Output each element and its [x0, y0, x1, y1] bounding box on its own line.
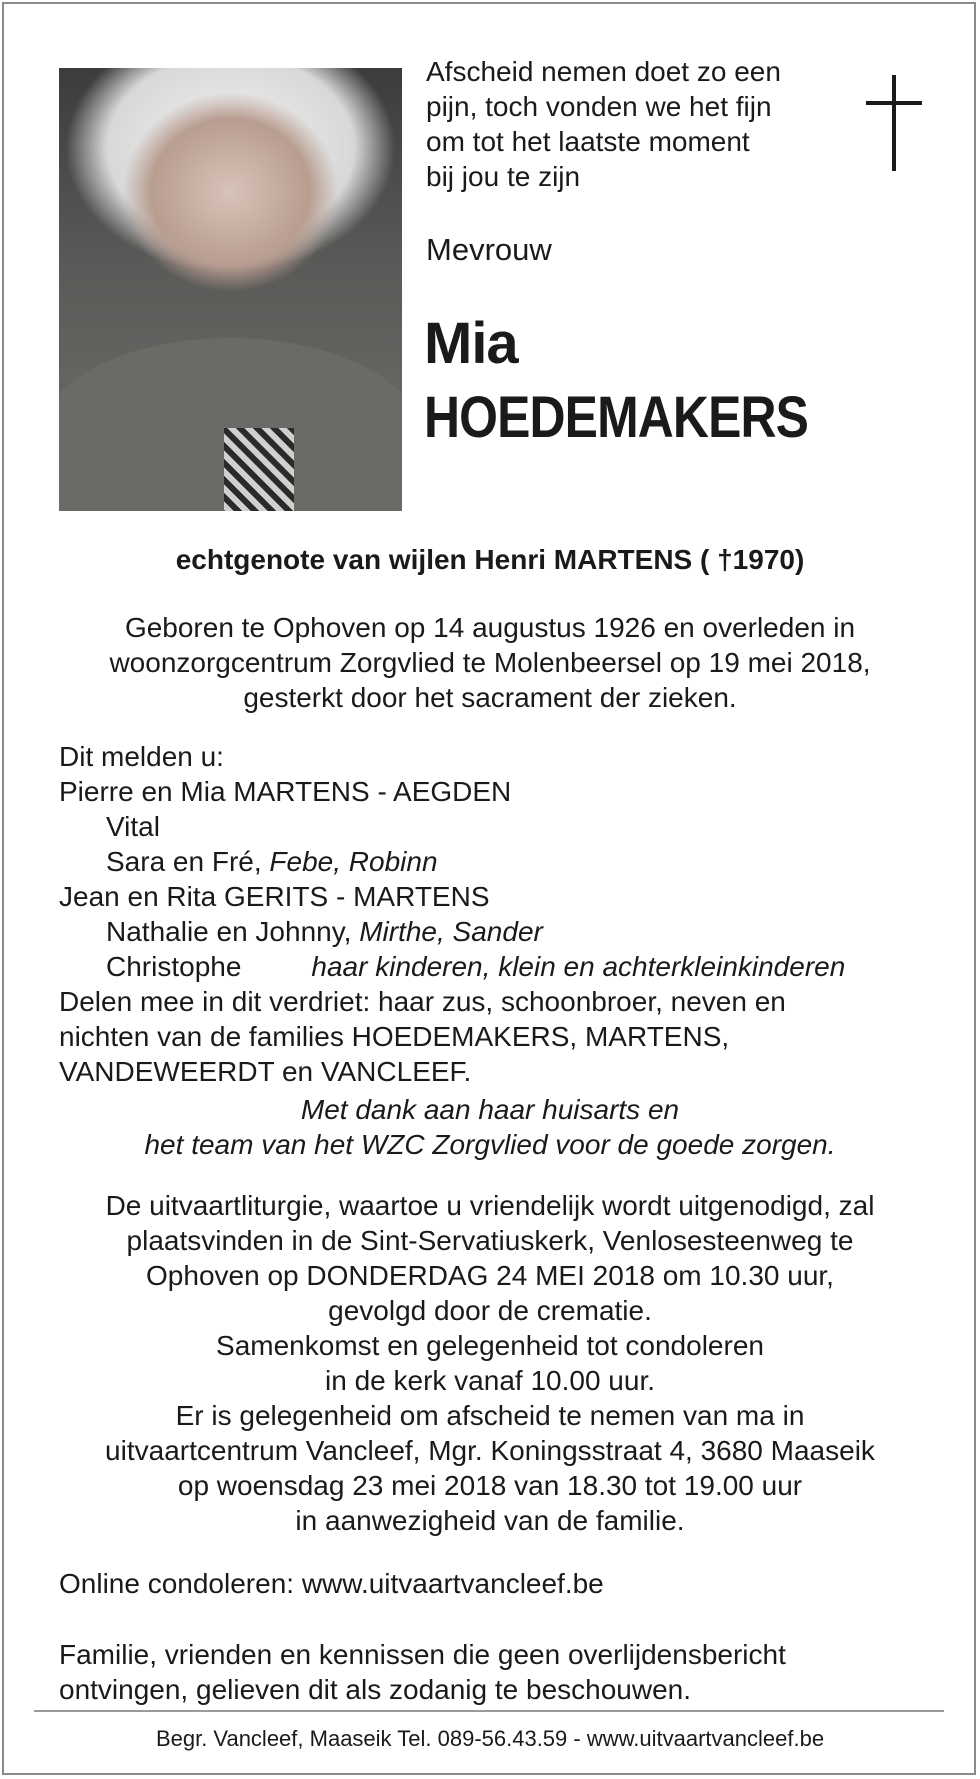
- text-line: uitvaartcentrum Vancleef, Mgr. Koningsstraat 4, 3680 Maaseik: [105, 1435, 875, 1466]
- footer-divider: [34, 1710, 944, 1712]
- grandchildren-names: Febe, Robinn: [269, 846, 438, 877]
- text-line: plaatsvinden in de Sint-Servatiuskerk, Venlosesteenweg te: [126, 1225, 854, 1256]
- announce-intro: Dit melden u:: [59, 741, 224, 772]
- text-line: nichten van de families HOEDEMAKERS, MARTENS,: [59, 1021, 730, 1052]
- poem: [426, 54, 781, 194]
- text-line: Familie, vrienden en kennissen die geen overlijdensbericht: [59, 1639, 786, 1670]
- text-line: het team van het WZC Zorgvlied voor de goede zorgen.: [144, 1129, 836, 1160]
- family-name: Christophe: [106, 951, 242, 982]
- grandchildren-names: Mirthe, Sander: [359, 916, 543, 947]
- family-line: [59, 949, 845, 984]
- text-line: in aanwezigheid van de familie.: [295, 1505, 685, 1536]
- family-line: [59, 844, 845, 879]
- funeral-paragraph: [0, 1188, 980, 1538]
- relation-note: haar kinderen, klein en achterkleinkinderen: [311, 951, 846, 982]
- portrait-photo: [59, 68, 402, 511]
- spouse-line: echtgenote van wijlen Henri MARTENS ( †1970): [175, 544, 805, 575]
- poem-line: Afscheid nemen doet zo een: [426, 56, 781, 87]
- last-name: HOEDEMAKERS: [424, 385, 809, 450]
- poem-line: bij jou te zijn: [426, 161, 581, 192]
- text-line: Geboren te Ophoven op 14 augustus 1926 en overleden in: [124, 612, 856, 643]
- text-line: De uitvaartliturgie, waartoe u vriendelijk wordt uitgenodigd, zal: [105, 1190, 875, 1221]
- text-line: Samenkomst en gelegenheid tot condoleren: [216, 1330, 764, 1361]
- poem-line: pijn, toch vonden we het fijn: [426, 91, 772, 122]
- text-line: Er is gelegenheid om afscheid te nemen van ma in: [175, 1400, 805, 1431]
- birth-death-paragraph: [0, 610, 980, 715]
- closing-paragraph: [59, 1637, 786, 1707]
- text-line: Ophoven op DONDERDAG 24 MEI 2018 om 10.30 uur,: [146, 1260, 834, 1291]
- text-line: woonzorgcentrum Zorgvlied te Molenbeersel op 19 mei 2018,: [109, 647, 871, 678]
- family-line: [59, 914, 845, 949]
- online-condolence: Online condoleren: www.uitvaartvancleef.be: [59, 1568, 604, 1599]
- announcement: [59, 739, 845, 1089]
- photo-blouse: [224, 428, 294, 511]
- text-line: Delen mee in dit verdriet: haar zus, schoonbroer, neven en: [59, 986, 786, 1017]
- text-line: gesterkt door het sacrament der zieken.: [243, 682, 737, 713]
- thanks-paragraph: [0, 1092, 980, 1162]
- family-line: Pierre en Mia MARTENS - AEGDEN: [59, 776, 512, 807]
- text-line: op woensdag 23 mei 2018 van 18.30 tot 19.00 uur: [177, 1470, 803, 1501]
- text-line: Met dank aan haar huisarts en: [300, 1094, 680, 1125]
- family-line: Jean en Rita GERITS - MARTENS: [59, 881, 490, 912]
- latin-cross-icon: [866, 75, 922, 171]
- salutation: Mevrouw: [426, 232, 552, 267]
- first-name: Mia: [424, 311, 518, 376]
- text-line: ontvingen, gelieven dit als zodanig te beschouwen.: [59, 1674, 691, 1705]
- text-line: in de kerk vanaf 10.00 uur.: [325, 1365, 655, 1396]
- text-line: VANDEWEERDT en VANCLEEF.: [59, 1056, 472, 1087]
- family-name: Nathalie en Johnny,: [106, 916, 360, 947]
- text-line: gevolgd door de crematie.: [328, 1295, 652, 1326]
- family-name: Sara en Fré,: [106, 846, 270, 877]
- family-line: Vital: [106, 811, 160, 842]
- footer-contact: Begr. Vancleef, Maaseik Tel. 089-56.43.59 - www.uitvaartvancleef.be: [155, 1726, 825, 1751]
- poem-line: om tot het laatste moment: [426, 126, 750, 157]
